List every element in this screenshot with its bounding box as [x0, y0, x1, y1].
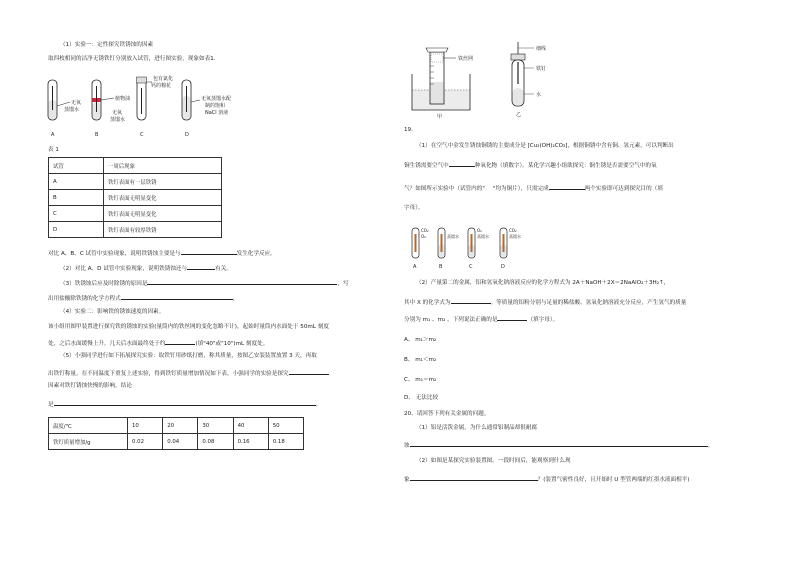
tube-c — [137, 75, 174, 138]
cu-letter-c: C — [469, 264, 473, 270]
tube-d-letter: D — [185, 132, 189, 138]
table-row — [49, 222, 222, 238]
line-p4: （4）实验二：影响铁的锈蚀速度的因素。 — [60, 309, 165, 315]
cu-tube-d — [500, 228, 521, 270]
table-cell: 30 — [198, 418, 233, 434]
line-p3b: 出用盐酸除铁锈的化学方程式 。 — [48, 293, 238, 303]
table-row — [49, 174, 222, 190]
table-row — [49, 190, 222, 206]
line-r2c: 分别为 m₁ 、m₂ ，下列说法正确的是 （填字母）。 — [404, 314, 558, 324]
answer-blank[interactable] — [410, 474, 538, 481]
q19-number: 19. — [404, 127, 413, 133]
line-p6: （5）小强同学进行如下拓展探究实验：取铁钉用砂纸打磨，称其质量，按图乙安装装置放置 3 天，再取 — [60, 353, 317, 359]
line-p1: 对比 A、B、C 试管中实验现象，说明铁锈蚀主要是与 发生化学反应。 — [48, 248, 276, 258]
svg-text:O₂: O₂ — [477, 228, 482, 233]
tube-a-letter: A — [51, 132, 55, 138]
tube-b-label3: 蒸馏水 — [110, 117, 126, 123]
table-cell: D — [49, 222, 104, 238]
line-p6d: 是 。 — [48, 399, 321, 409]
answer-blank[interactable] — [289, 368, 329, 375]
tube-d-label1: 无氧蒸馏水配 — [201, 96, 232, 102]
line-p5b: 处，之后水面缓慢上升。几天后水面最终处于约 (填"40"或"10")mL 刻度处。 — [48, 338, 268, 348]
answer-blank[interactable] — [449, 160, 475, 167]
answer-blank[interactable] — [187, 263, 215, 270]
table-cell: 0.18 — [268, 434, 303, 450]
line-q20-2b: 象 ？(装置气密性良好，且开始时 U 型管两端的红墨水液面相平) — [404, 474, 689, 484]
option-c[interactable]: C、 m₁＝m₂ — [404, 377, 437, 383]
answer-blank[interactable] — [165, 338, 195, 345]
tube-a-label2: 蒸馏水 — [64, 107, 80, 113]
line-r2b: 其中 X 的化学式为 。等质量的铝粉分别与足量的稀盐酸、氢氧化钠溶液充分反应，产生氢气的质量 — [404, 297, 686, 307]
tube-a — [48, 80, 81, 138]
answer-blank[interactable] — [181, 248, 237, 255]
answer-blank[interactable] — [147, 278, 337, 285]
q1-intro: 取四枚相同的洁净无锈铁钉分别放入试管，进行图实验，现象如表1. — [48, 56, 216, 62]
answer-blank[interactable] — [549, 183, 585, 190]
tube-b-letter: B — [95, 132, 99, 138]
table-cell: A — [49, 174, 104, 190]
tube-b — [92, 80, 130, 138]
table-cell: 温度/℃ — [49, 418, 128, 434]
table-cell: 铁钉表面有较厚铁锈 — [104, 222, 222, 238]
table-cell: 0.02 — [128, 434, 163, 450]
table-row — [49, 418, 304, 434]
line-p6c: 因素对铁钉锈蚀快慢的影响，结论 — [48, 383, 132, 389]
line-q20-1: （1）铝是活泼金属，为什么通常铝制品却很耐腐 — [416, 425, 538, 431]
option-b[interactable]: B、 m₁＜m₂ — [404, 357, 437, 363]
table-cell: 铁钉表面无明显变化 — [104, 190, 222, 206]
q1-title: （1）实验一：定性探究铁锈蚀的因素 — [60, 42, 154, 48]
option-d[interactable]: D、 无法比较 — [404, 395, 439, 401]
svg-text:O₂: O₂ — [421, 234, 426, 239]
answer-blank[interactable] — [54, 399, 316, 406]
table-row — [49, 206, 222, 222]
line-p5: 该小组用图甲装置进行探究铁的锈蚀的实验(量筒内的铁丝网的变化忽略不计)，起始时量筒内水面处于 50mL 刻度 — [48, 324, 329, 330]
line-r1c: 气？如图所示实验中（试管内的" "均为铜片），只需完成 两个实验即可达到探究目的（填 — [404, 183, 663, 193]
yi-label-nail: 铁钉 — [536, 66, 547, 72]
tube-c-letter: C — [140, 132, 144, 138]
svg-text:CO₂: CO₂ — [421, 228, 429, 233]
table-header: 试管 — [49, 158, 104, 174]
tube-a-label1: 无氧 — [71, 100, 82, 106]
cu-letter-a: A — [413, 264, 417, 270]
table-row — [49, 158, 222, 174]
test-tube-figure — [40, 72, 270, 144]
table-cell: 铁钉表面有一层铁锈 — [104, 174, 222, 190]
table-cell: C — [49, 206, 104, 222]
q20-title: 20、请回答下列有关金属的问题。 — [404, 411, 490, 417]
line-q20-1b: 蚀 。 — [404, 440, 713, 450]
yi-label-thread: 细线 — [536, 46, 547, 52]
tube-c-label2: 钙的棉花 — [151, 83, 172, 89]
svg-text:蒸馏水: 蒸馏水 — [477, 234, 489, 239]
tube-b-label2: 无氧 — [112, 110, 123, 116]
cu-tube-c — [468, 228, 489, 270]
answer-blank[interactable] — [410, 440, 708, 447]
cu-tube-b — [438, 228, 459, 270]
cu-letter-b: B — [439, 264, 443, 270]
line-q20-2: （2）如图是某探究实验装置图。一段时间后，能观察到什么现 — [416, 458, 571, 464]
yi-label: 乙 — [516, 112, 522, 118]
answer-blank[interactable] — [451, 297, 491, 304]
cu-label-b: 蒸馏水 — [447, 234, 459, 239]
tube-d-label2: 制的饱和 — [205, 103, 226, 109]
table-cell: B — [49, 190, 104, 206]
table-header: 一周后现象 — [104, 158, 222, 174]
yi-label-water: 水 — [536, 92, 542, 98]
table-cell: 铁钉质量增加/g — [49, 434, 128, 450]
tube-d — [182, 80, 231, 138]
table-cell: 10 — [128, 418, 163, 434]
tube-c-label1: 包有氯化 — [153, 76, 174, 82]
line-p3: （3）铁锈蚀后应及时除锈的原因是 ，写 — [60, 278, 349, 288]
wire-label: 铁丝网 — [458, 56, 474, 62]
line-p2: （2）对比 A、D 试管中实验现象，说明铁锈蚀还与 有关。 — [60, 263, 232, 273]
apparatus-yi — [500, 40, 580, 120]
option-a[interactable]: A、 m₁＞m₂ — [404, 337, 437, 343]
table-cell: 铁钉表面无明显变化 — [104, 206, 222, 222]
table1-caption: 表 1 — [48, 147, 59, 153]
line-r1b: 铜生锈需要空气中 种氧化物（填数字）。某化学兴趣小组欲探究：铜生锈是否需要空气中的氧 — [404, 160, 657, 170]
tube-b-label1: 植物油 — [115, 96, 131, 102]
tube-d-label3: NaCl 溶液 — [205, 110, 229, 116]
table-cell: 0.16 — [233, 434, 268, 450]
svg-text:蒸馏水: 蒸馏水 — [509, 234, 521, 239]
jia-label: 甲 — [437, 114, 443, 120]
cu-letter-d: D — [501, 264, 505, 270]
table-cell: 0.08 — [198, 434, 233, 450]
table-cell: 0.04 — [163, 434, 198, 450]
cu-tube-a — [412, 228, 429, 270]
line-r2: （2）产量第二的金属，铝和氢氧化钠溶液反应的化学方程式为 2A＋NaOH＋2X＝2NaAlO₂＋3H₂↑， — [416, 280, 670, 286]
answer-blank[interactable] — [497, 314, 527, 321]
svg-text:CO₂: CO₂ — [509, 228, 517, 233]
answer-blank[interactable] — [121, 293, 233, 300]
table2 — [48, 417, 304, 450]
table-cell: 40 — [233, 418, 268, 434]
table-row — [49, 434, 304, 450]
table1 — [48, 157, 222, 238]
line-r1d: 字母）。 — [404, 205, 424, 211]
table-cell: 20 — [163, 418, 198, 434]
line-p6b: 出铁钉称量。在不同温度下重复上述实验，得到铁钉质量增加情况如下表。小强同学的实验是探究 — [48, 368, 329, 378]
table-cell: 50 — [268, 418, 303, 434]
line-r1: （1）在空气中金发生锈蚀铜锈的主要成分是 [Cu₂(OH)₂CO₃]，根据铜锈中含有铜、氢元素，可以判断出 — [416, 143, 674, 149]
copper-test-tube-figure — [408, 224, 538, 270]
